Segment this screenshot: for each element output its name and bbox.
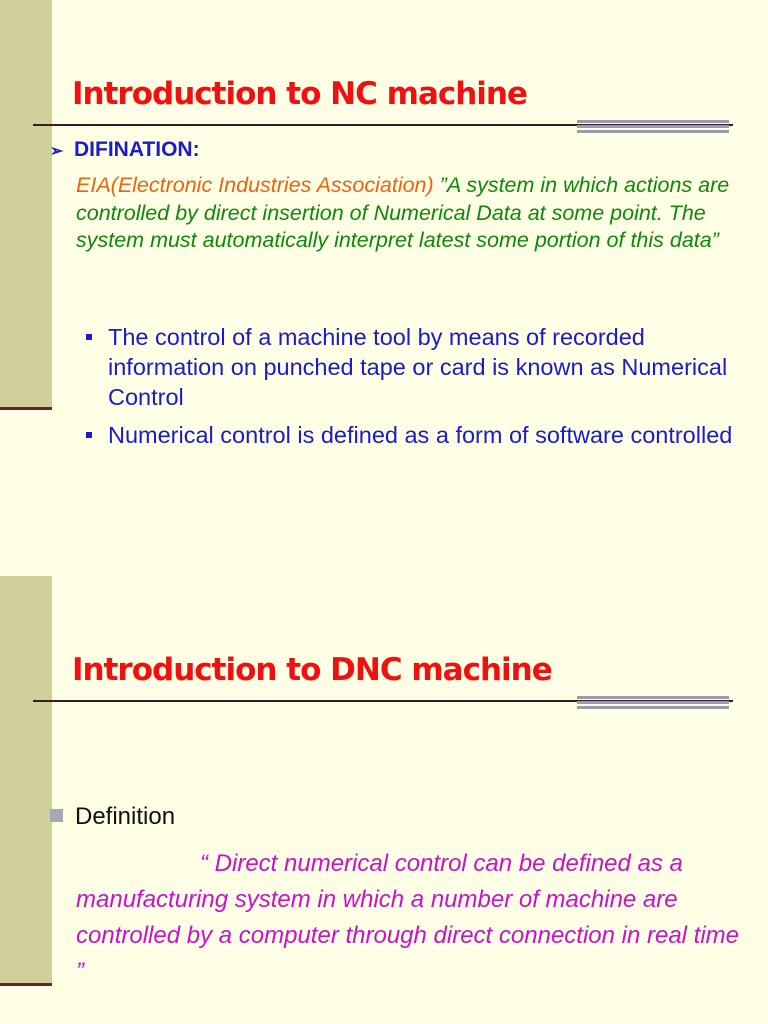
list-item [86, 322, 746, 412]
slide-title: Introduction to DNC machine [72, 652, 552, 688]
definition-heading-text: DIFINATION: [74, 138, 200, 161]
slide-side-bar [0, 576, 52, 986]
slide-side-accent [0, 983, 52, 986]
square-bullet-icon [50, 809, 63, 822]
title-decoration-bars [577, 120, 729, 133]
list-item-text: Numerical control is defined as a form of software controlled [108, 422, 733, 448]
dnc-definition-quote: “ Direct numerical control can be defined as a manufacturing system in which a number of machine are controlled by a computer through direct connection in real time ” [76, 850, 740, 985]
slide-side-accent [0, 407, 52, 410]
slide-nc-machine [0, 0, 768, 448]
title-decoration-bars [577, 696, 729, 709]
definition-bullet [50, 803, 175, 831]
slide-title: Introduction to NC machine [72, 76, 528, 112]
slide-side-bar [0, 0, 52, 410]
square-bullet-icon [86, 432, 92, 438]
eia-organization: EIA(Electronic Industries Association) [76, 173, 434, 197]
eia-quote: ”A system in which actions are controlled by direct insertion of Numerical Data at some point. The system must automatically interpret latest some portion of this data” [76, 173, 730, 252]
definition-heading [50, 138, 200, 162]
list-item-text: The control of a machine tool by means of recorded information on punched tape or card is known as Numerical Control [108, 324, 728, 410]
definition-label: Definition [75, 803, 176, 830]
slide-gap [0, 448, 768, 576]
square-bullet-icon [86, 334, 92, 340]
eia-definition [76, 172, 746, 255]
arrow-bullet-icon: ➢ [50, 143, 64, 160]
